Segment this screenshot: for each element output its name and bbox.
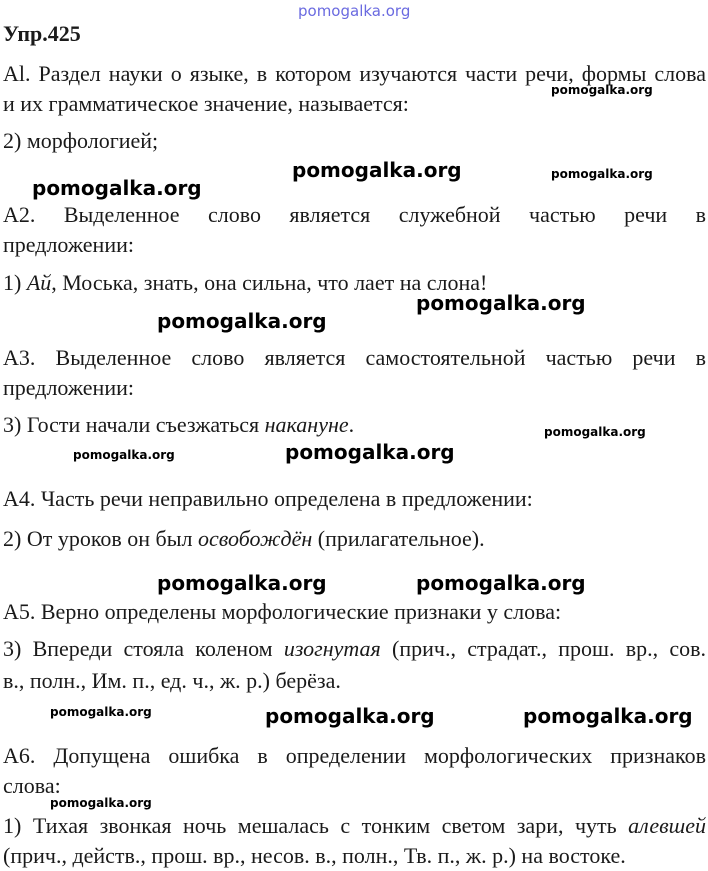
watermark: pomogalka.org <box>292 158 462 182</box>
answer-a6-line1 <box>3 811 706 841</box>
watermark: pomogalka.org <box>73 448 175 462</box>
answer-a6-highlight: алевшей <box>628 813 706 838</box>
watermark: pomogalka.org <box>157 571 327 595</box>
answer-a5-rest: (прич., страдат., прош. вр., сов. <box>380 636 707 661</box>
answer-a2 <box>3 268 706 298</box>
answer-a1: 2) морфологией; <box>3 128 159 153</box>
answer-a2-rest: , Моська, знать, она сильна, что лает на слона! <box>51 270 488 295</box>
answer-a5-prefix: 3) Впереди стояла коленом <box>3 636 284 661</box>
answer-a6-prefix: 1) Тихая звонкая ночь мешалась с тонким светом зари, чуть <box>3 813 629 838</box>
watermark: pomogalka.org <box>157 309 327 333</box>
question-a3-line2: предложении: <box>3 375 134 400</box>
watermark: pomogalka.org <box>416 571 586 595</box>
question-a1-line1: Al. Раздел науки о языке, в котором изучаются части речи, формы слова <box>3 61 706 86</box>
watermark-top: pomogalka.org <box>298 2 411 20</box>
exercise-title: Упр.425 <box>3 21 81 46</box>
watermark: pomogalka.org <box>50 796 152 810</box>
watermark: pomogalka.org <box>523 704 693 728</box>
question-a3-line1: А3. Выделенное слово является самостоятельной частью речи в <box>3 345 706 370</box>
watermark: pomogalka.org <box>285 440 455 464</box>
answer-a4-prefix: 2) От уроков он был <box>3 526 199 551</box>
answer-a3-highlight: накануне <box>264 412 349 437</box>
answer-a3-rest: . <box>348 412 355 437</box>
answer-a5-line1 <box>3 634 706 664</box>
question-a6-line1: А6. Допущена ошибка в определении морфологических признаков <box>3 743 706 768</box>
answer-a4 <box>3 524 706 554</box>
answer-a2-highlight: Ай <box>26 270 52 295</box>
answer-a6-line2: (прич., действ., прош. вр., несов. в., полн., Тв. п., ж. р.) на востоке. <box>3 843 626 868</box>
question-a4: А4. Часть речи неправильно определена в предложении: <box>3 486 533 511</box>
watermark: pomogalka.org <box>551 167 653 181</box>
watermark: pomogalka.org <box>551 83 653 97</box>
question-a2-line1: А2. Выделенное слово является служебной частью речи в <box>3 202 706 227</box>
watermark: pomogalka.org <box>416 291 586 315</box>
watermark: pomogalka.org <box>32 176 202 200</box>
answer-a5-line2: в., полн., Им. п., ед. ч., ж. р.) берёза. <box>3 668 341 693</box>
watermark: pomogalka.org <box>544 425 646 439</box>
question-a5: А5. Верно определены морфологические признаки у слова: <box>3 599 562 624</box>
answer-a4-rest: (прилагательное). <box>312 526 485 551</box>
answer-a4-highlight: освобождён <box>198 526 313 551</box>
answer-a2-prefix: 1) <box>3 270 27 295</box>
answer-a3-prefix: 3) Гости начали съезжаться <box>3 412 265 437</box>
answer-a5-highlight: изогнутая <box>283 636 381 661</box>
question-a2-line2: предложении: <box>3 232 134 257</box>
watermark: pomogalka.org <box>265 704 435 728</box>
watermark: pomogalka.org <box>50 705 152 719</box>
question-a1-line2: и их грамматическое значение, называется: <box>3 91 409 116</box>
question-a6-line2: слова: <box>3 773 61 798</box>
